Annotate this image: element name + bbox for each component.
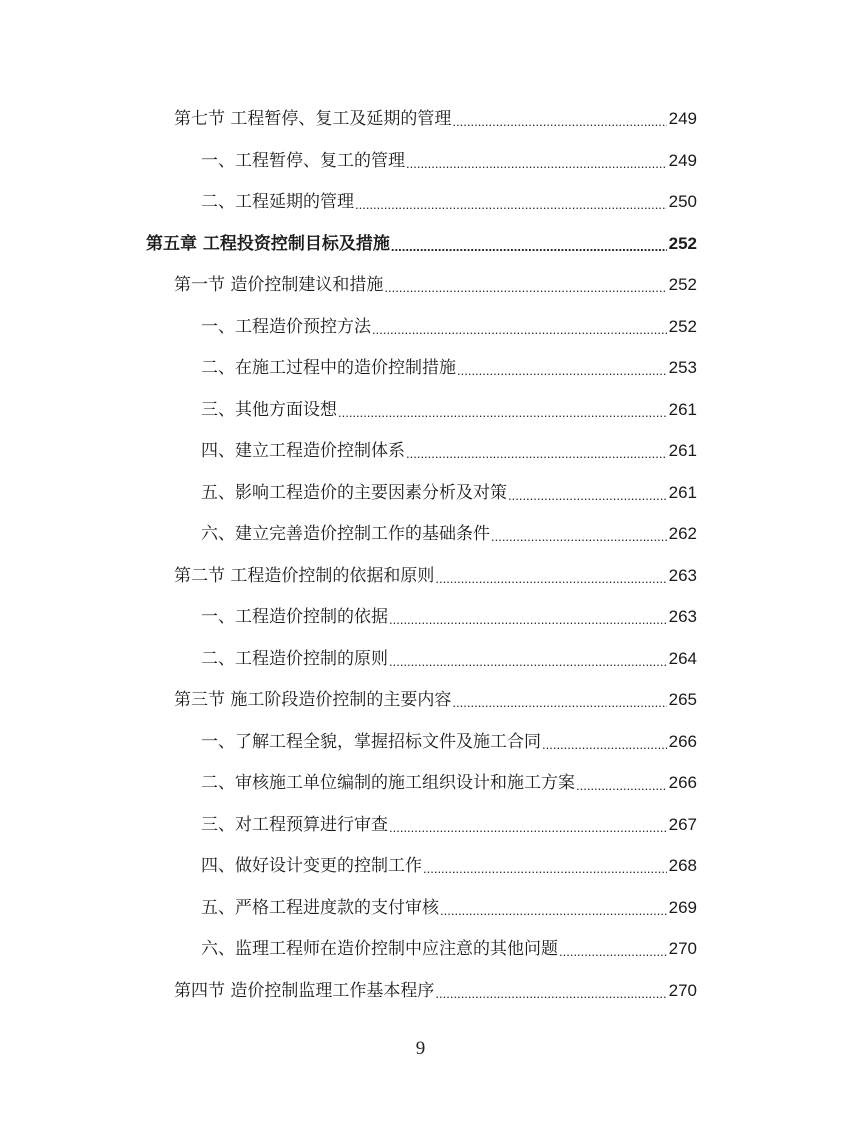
toc-entry-title: 一、工程暂停、复工的管理 bbox=[201, 150, 405, 171]
toc-dot-leader bbox=[559, 944, 667, 960]
toc-chapter-entry bbox=[146, 229, 697, 255]
toc-entry bbox=[201, 353, 697, 379]
toc-entry-page: 264 bbox=[668, 648, 697, 668]
toc-entry-page: 262 bbox=[668, 524, 697, 543]
toc-entry bbox=[201, 934, 697, 960]
toc-entry bbox=[201, 768, 697, 794]
toc-entry bbox=[201, 146, 697, 172]
toc-entry-page: 270 bbox=[668, 939, 697, 958]
toc-entry-page: 263 bbox=[668, 607, 697, 626]
toc-dot-leader bbox=[435, 571, 666, 587]
toc-entry-title: 三、对工程预算进行审查 bbox=[201, 814, 388, 835]
toc-entry bbox=[174, 976, 697, 1002]
toc-entry-page: 263 bbox=[668, 565, 697, 585]
toc-entry-title: 六、监理工程师在造价控制中应注意的其他问题 bbox=[201, 939, 558, 959]
toc-entry-page: 252 bbox=[668, 233, 697, 253]
toc-entry-title: 一、工程造价预控方法 bbox=[201, 316, 371, 337]
toc-dot-leader bbox=[508, 488, 667, 504]
toc-entry-page: 269 bbox=[668, 897, 697, 917]
toc-dot-leader bbox=[542, 737, 667, 753]
toc-entry-title: 第七节 工程暂停、复工及延期的管理 bbox=[174, 109, 452, 129]
toc-entry bbox=[201, 644, 697, 670]
toc-dot-leader bbox=[389, 820, 667, 836]
toc-entry-title: 五、影响工程造价的主要因素分析及对策 bbox=[201, 482, 507, 503]
toc-entry-title: 二、审核施工单位编制的施工组织设计和施工方案 bbox=[201, 773, 575, 793]
toc-entry-title: 第五章 工程投资控制目标及措施 bbox=[146, 233, 390, 254]
toc-entry-title: 一、工程造价控制的依据 bbox=[201, 607, 388, 627]
toc-entry bbox=[201, 851, 697, 877]
toc-entry-page: 270 bbox=[668, 980, 697, 1000]
toc-entry-page: 249 bbox=[668, 109, 697, 128]
toc-entry-page: 261 bbox=[668, 441, 697, 460]
toc-dot-leader bbox=[452, 695, 666, 711]
toc-dot-leader bbox=[384, 280, 666, 296]
toc-dot-leader bbox=[423, 861, 667, 877]
toc-entry-title: 第二节 工程造价控制的依据和原则 bbox=[174, 565, 435, 586]
toc-dot-leader bbox=[406, 446, 667, 462]
toc-entry-page: 265 bbox=[668, 690, 697, 709]
toc-dot-leader bbox=[452, 114, 666, 130]
toc-dot-leader bbox=[576, 778, 667, 794]
page-number: 9 bbox=[415, 1038, 426, 1059]
toc-entry bbox=[174, 561, 697, 587]
toc-entry bbox=[201, 727, 697, 753]
toc-entry-title: 六、建立完善造价控制工作的基础条件 bbox=[201, 524, 490, 544]
toc-dot-leader bbox=[391, 239, 667, 255]
toc-entry-page: 252 bbox=[668, 275, 697, 294]
toc-entry bbox=[201, 810, 697, 836]
toc-entry-page: 261 bbox=[668, 399, 697, 419]
toc-entry-title: 第一节 造价控制建议和措施 bbox=[174, 275, 384, 295]
toc-entry-page: 250 bbox=[668, 192, 697, 211]
toc-entry bbox=[201, 395, 697, 421]
toc-entry-title: 第四节 造价控制监理工作基本程序 bbox=[174, 980, 435, 1001]
toc-dot-leader bbox=[406, 156, 667, 172]
toc-entry-title: 二、工程造价控制的原则 bbox=[201, 648, 388, 669]
toc-entry bbox=[174, 270, 697, 296]
toc-entry-page: 268 bbox=[668, 856, 697, 875]
toc-dot-leader bbox=[491, 529, 667, 545]
toc-dot-leader bbox=[389, 654, 667, 670]
toc-dot-leader bbox=[435, 986, 666, 1002]
toc-dot-leader bbox=[440, 903, 667, 919]
toc-entry-title: 二、工程延期的管理 bbox=[201, 192, 354, 212]
toc-entry bbox=[174, 685, 697, 711]
toc-entry-title: 二、在施工过程中的造价控制措施 bbox=[201, 358, 456, 378]
toc-entry bbox=[201, 893, 697, 919]
toc-entry-title: 三、其他方面设想 bbox=[201, 399, 337, 420]
toc-entry bbox=[174, 104, 697, 130]
toc-dot-leader bbox=[372, 322, 667, 338]
toc-entry-title: 四、建立工程造价控制体系 bbox=[201, 441, 405, 461]
toc-entry bbox=[201, 187, 697, 213]
toc-entry-page: 249 bbox=[668, 150, 697, 170]
toc-dot-leader bbox=[457, 363, 667, 379]
toc-entry bbox=[201, 519, 697, 545]
toc-dot-leader bbox=[338, 405, 667, 421]
toc-entry-title: 四、做好设计变更的控制工作 bbox=[201, 856, 422, 876]
toc-entry-title: 五、严格工程进度款的支付审核 bbox=[201, 897, 439, 918]
toc-entry-page: 266 bbox=[668, 773, 697, 792]
toc-entry-page: 267 bbox=[668, 814, 697, 834]
toc-entry-page: 261 bbox=[668, 482, 697, 502]
toc-entry-page: 253 bbox=[668, 358, 697, 377]
toc-dot-leader bbox=[355, 197, 667, 213]
toc-dot-leader bbox=[389, 612, 667, 628]
toc-entry-title: 一、了解工程全貌，掌握招标文件及施工合同 bbox=[201, 731, 541, 752]
toc-entry-page: 266 bbox=[668, 731, 697, 751]
toc-entry bbox=[201, 478, 697, 504]
toc-entry bbox=[201, 602, 697, 628]
toc-entry-page: 252 bbox=[668, 316, 697, 336]
toc-entry bbox=[201, 436, 697, 462]
toc-entry-title: 第三节 施工阶段造价控制的主要内容 bbox=[174, 690, 452, 710]
toc-entry bbox=[201, 312, 697, 338]
